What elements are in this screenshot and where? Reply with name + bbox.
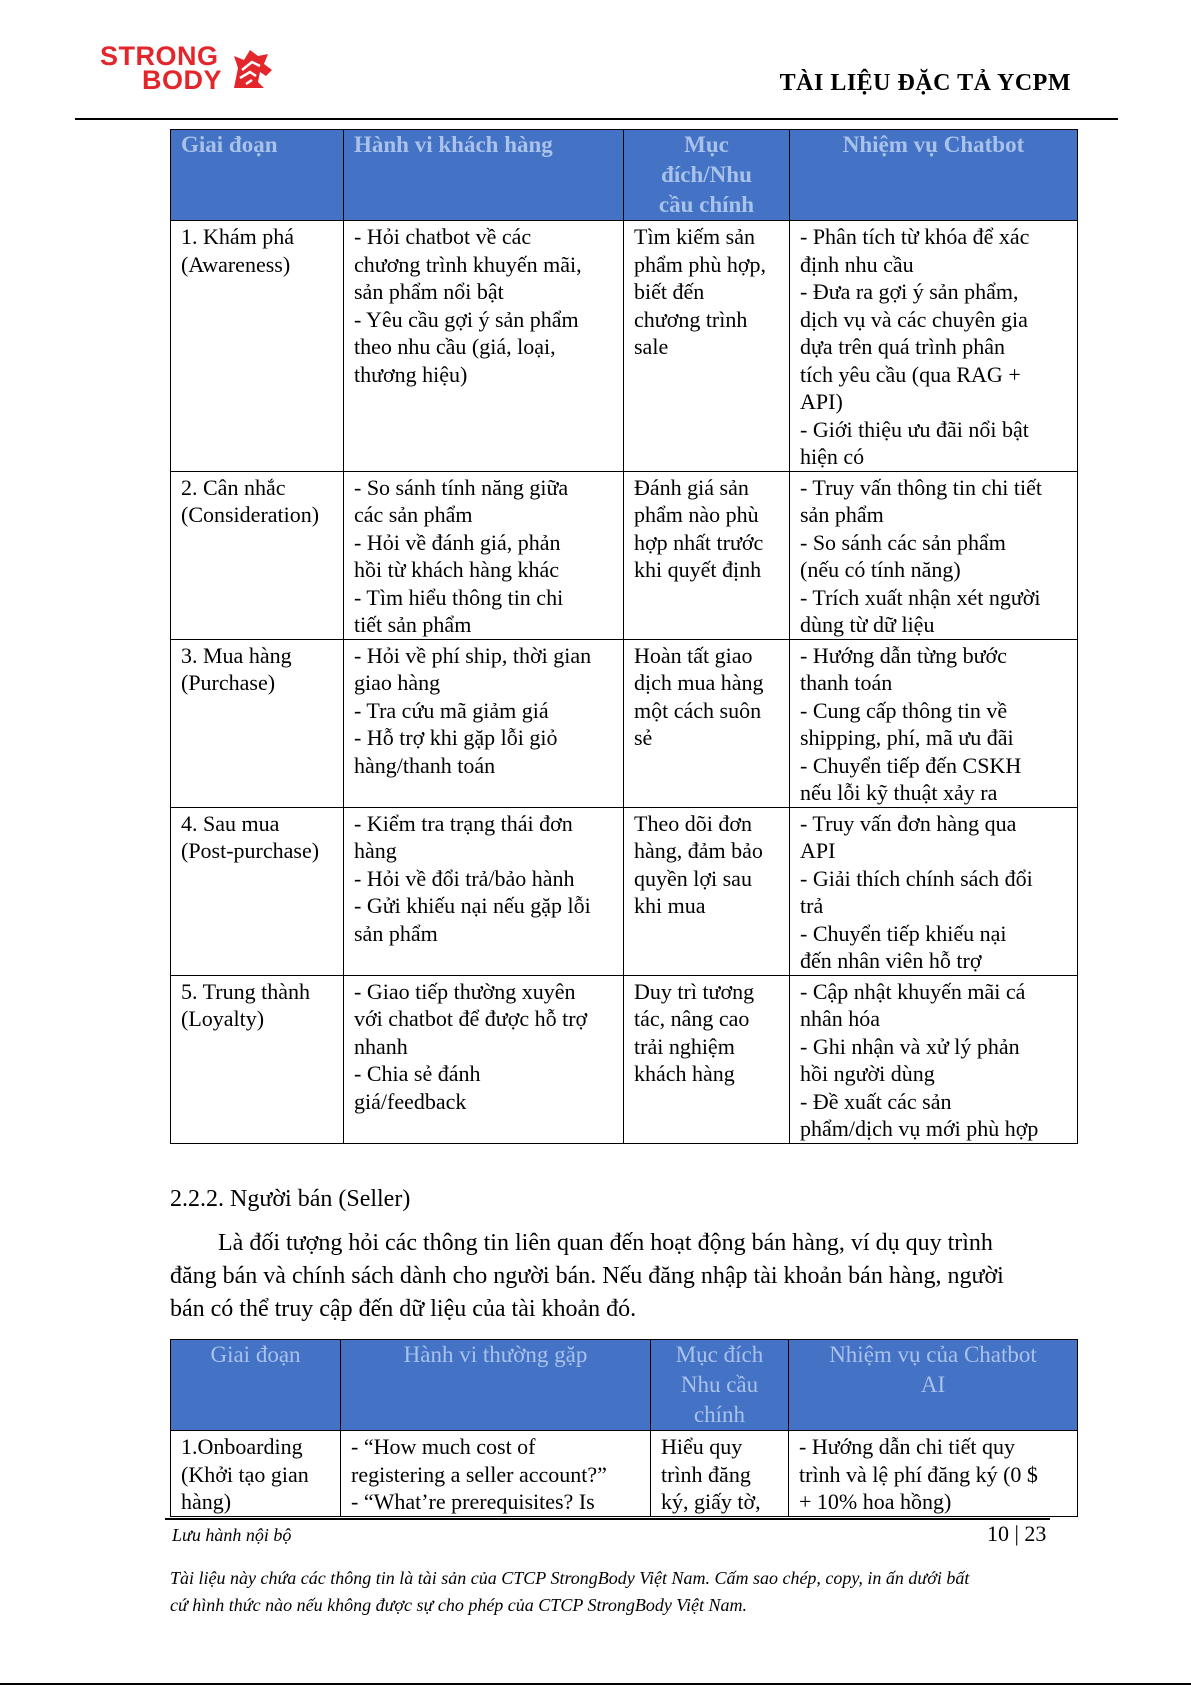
cell-line: API [800, 838, 836, 863]
cell-line: (Loyalty) [181, 1006, 265, 1031]
paragraph-line: đăng bán và chính sách dành cho người bán. Nếu đăng nhập tài khoản bán hàng, người [170, 1263, 1004, 1289]
cell-line: 2. Cân nhắc [181, 474, 286, 500]
section-heading: 2.2.2. Người bán (Seller) [170, 1186, 411, 1212]
cell-line: (Khởi tạo gian [181, 1461, 309, 1487]
column-header-purpose: Mục đích/Nhu cầu chính [624, 130, 790, 221]
cell-line: phẩm/dịch vụ mới phù hợp [800, 1116, 1039, 1141]
cell-line: - Giải thích chính sách đổi [800, 865, 1033, 891]
cell-line: 4. Sau mua [181, 810, 280, 836]
cell-line: - Hỏi về phí ship, thời gian [354, 642, 592, 668]
logo-line-1: STRONG [100, 41, 219, 71]
cell-line: Hoàn tất giao [634, 642, 753, 668]
cell-line: 5. Trung thành [181, 978, 310, 1004]
cell-line: 1. Khám phá [181, 224, 295, 249]
confidentiality-notice [170, 1565, 1080, 1619]
cell-line: (Awareness) [181, 251, 291, 277]
purpose-cell [651, 1431, 789, 1517]
cell-line: - Giao tiếp thường xuyên [354, 978, 576, 1004]
cell-line: dùng từ dữ liệu [800, 612, 935, 637]
stage-cell [171, 1431, 341, 1517]
cell-line: - Phân tích từ khóa để xác [800, 224, 1030, 249]
paragraph-line: bán có thể truy cập đến dữ liệu của tài khoản đó. [170, 1296, 637, 1322]
cell-line: - Hướng dẫn chi tiết quy [799, 1434, 1016, 1459]
cell-line: chương trình [634, 306, 748, 332]
cell-line: hợp nhất trước [634, 529, 764, 555]
cell-line: - Chuyển tiếp khiếu nại [800, 920, 1007, 946]
footer-divider [165, 1518, 1050, 1520]
cell-line: khi mua [634, 893, 706, 918]
header-line: AI [920, 1372, 946, 1397]
cell-line: (Purchase) [181, 670, 276, 695]
cell-line: sản phẩm [800, 502, 884, 527]
cell-line: - Kiểm tra trạng thái đơn [354, 810, 573, 836]
cell-line: hàng [354, 838, 397, 863]
cell-line: 3. Mua hàng [181, 642, 292, 668]
cell-line: - So sánh các sản phẩm [800, 529, 1006, 555]
column-header-chatbot-task [789, 1340, 1078, 1431]
logo-line-2: BODY [142, 65, 223, 95]
cell-line: đến nhân viên hỗ trợ [800, 948, 982, 973]
cell-line: - Trích xuất nhận xét người [800, 584, 1041, 610]
cell-line: - Chia sẻ đánh [354, 1061, 481, 1086]
cell-line: - Yêu cầu gợi ý sản phẩm [354, 306, 579, 332]
cell-line: - Cập nhật khuyến mãi cá [800, 978, 1026, 1004]
cell-line: - Hỏi về đổi trả/bảo hành [354, 865, 575, 891]
cell-line: - Hỏi về đánh giá, phản [354, 529, 561, 555]
cell-line: 1.Onboarding [181, 1434, 303, 1459]
cell-line: Hiểu quy [661, 1434, 743, 1459]
cell-line: - “How much cost of [351, 1434, 536, 1459]
cell-line: - Đề xuất các sản [800, 1088, 952, 1114]
cell-line: tích yêu cầu (qua RAG + [800, 361, 1021, 387]
cell-line: - Cung cấp thông tin về [800, 697, 1008, 723]
cell-line: - So sánh tính năng giữa [354, 474, 569, 500]
cell-line: - Giới thiệu ưu đãi nổi bật [800, 416, 1029, 442]
cell-line: theo nhu cầu (giá, loại, [354, 334, 556, 359]
column-header-stage: Giai đoạn [171, 130, 344, 221]
paragraph-line: Là đối tượng hỏi các thông tin liên quan đến hoạt động bán hàng, ví dụ quy trình [218, 1230, 993, 1256]
cell-line: một cách suôn [634, 697, 762, 723]
cell-line: Tìm kiếm sản [634, 224, 755, 249]
cell-line: tác, nâng cao [634, 1006, 750, 1031]
cell-line: - “What’re prerequisites? Is [351, 1489, 595, 1514]
document-title: TÀI LIỆU ĐẶC TẢ YCPM [779, 70, 1071, 96]
cell-line: + 10% hoa hồng) [799, 1489, 952, 1514]
column-header-stage [171, 1340, 341, 1431]
cell-line: - Chuyển tiếp đến CSKH [800, 752, 1022, 778]
cell-line: biết đến [634, 279, 705, 304]
cell-line: thanh toán [800, 670, 893, 695]
cell-line: trình và lệ phí đăng ký (0 $ [799, 1461, 1038, 1487]
cell-line: quyền lợi sau [634, 865, 752, 891]
cell-line: nhân hóa [800, 1006, 881, 1031]
cell-line: - Hỗ trợ khi gặp lỗi giỏ [354, 725, 558, 750]
cell-line: - Truy vấn thông tin chi tiết [800, 474, 1042, 500]
cell-line: chương trình khuyến mãi, [354, 251, 582, 277]
cell-line: - Gửi khiếu nại nếu gặp lỗi [354, 893, 591, 918]
column-header-behavior: Hành vi khách hàng [344, 130, 624, 221]
cell-line: dựa trên quá trình phân [800, 334, 1005, 359]
cell-line: - Tra cứu mã giảm giá [354, 697, 549, 723]
cell-line: hồi người dùng [800, 1061, 935, 1086]
cell-line: sản phẩm [354, 920, 438, 946]
notice-line: cứ hình thức nào nếu không được sự cho phép của CTCP StrongBody Việt Nam. [170, 1595, 747, 1615]
cell-line: phẩm phù hợp, [634, 251, 767, 277]
cell-line: registering a seller account?” [351, 1461, 607, 1487]
header-line: Giai đoạn [210, 1342, 301, 1367]
table-row [171, 1431, 1078, 1517]
cell-line: shipping, phí, mã ưu đãi [800, 725, 1014, 750]
cell-line: - Tìm hiểu thông tin chi [354, 584, 564, 610]
cell-line: tiết sản phẩm [354, 612, 472, 637]
cell-line: khi quyết định [634, 557, 762, 582]
chatbot-task-cell [789, 1431, 1078, 1517]
cell-line: sản phẩm nổi bật [354, 279, 504, 304]
column-header-behavior [341, 1340, 651, 1431]
cell-line: khách hàng [634, 1061, 735, 1086]
behavior-cell [341, 1431, 651, 1517]
cell-line: nhanh [354, 1033, 408, 1059]
cell-line: API) [800, 389, 843, 414]
cell-line: (Post-purchase) [181, 838, 320, 863]
cell-line: (Consideration) [181, 502, 320, 527]
header-line: Nhiệm vụ của Chatbot [829, 1342, 1037, 1367]
cell-line: - Hướng dẫn từng bước [800, 642, 1007, 668]
column-header-chatbot-task: Nhiệm vụ Chatbot [790, 130, 1078, 221]
cell-line: trải nghiệm [634, 1033, 735, 1059]
page-number: 10 | 23 [987, 1521, 1047, 1546]
cell-line: hàng) [181, 1489, 232, 1514]
header-line: chính [693, 1402, 746, 1427]
notice-line: Tài liệu này chứa các thông tin là tài sản của CTCP StrongBody Việt Nam. Cấm sao chép, copy, in ấn dưới bất [170, 1568, 970, 1588]
footer-internal-label: Lưu hành nội bộ [172, 1525, 292, 1545]
cell-line: trả [800, 893, 824, 918]
cell-line: dịch mua hàng [634, 670, 764, 695]
table-header-row [171, 1340, 1078, 1431]
cell-line: sale [634, 334, 669, 359]
header-line: Nhu cầu [680, 1372, 759, 1397]
cell-line: dịch vụ và các chuyên gia [800, 306, 1028, 332]
cell-line: - Truy vấn đơn hàng qua [800, 810, 1017, 836]
cell-line: với chatbot để được hỗ trợ [354, 1006, 588, 1031]
cell-line: Đánh giá sản [634, 474, 749, 500]
cell-line: các sản phẩm [354, 502, 473, 527]
cell-line: nếu lỗi kỹ thuật xảy ra [800, 780, 998, 805]
cell-line: sẻ [634, 725, 653, 750]
cell-line: định nhu cầu [800, 251, 914, 277]
cell-line: hàng/thanh toán [354, 752, 496, 778]
cell-line: thương hiệu) [354, 361, 468, 387]
cell-line: Theo dõi đơn [634, 810, 752, 836]
column-header-purpose [651, 1340, 789, 1431]
cell-line: - Ghi nhận và xử lý phản [800, 1033, 1020, 1059]
seller-journey-table [170, 1339, 1078, 1517]
cell-line: trình đăng [661, 1461, 751, 1487]
cell-line: ký, giấy tờ, [661, 1489, 761, 1514]
cell-line: hàng, đảm bảo [634, 838, 763, 863]
header-line: Mục đích [675, 1342, 764, 1367]
cell-line: phẩm nào phù [634, 502, 759, 527]
cell-line: giá/feedback [354, 1088, 467, 1114]
cell-line: hiện có [800, 444, 865, 469]
cell-line: Duy trì tương [634, 978, 755, 1004]
cell-line: (nếu có tính năng) [800, 557, 961, 582]
header-line: Hành vi thường gặp [403, 1342, 588, 1367]
cell-line: hồi từ khách hàng khác [354, 557, 559, 582]
cell-line: - Hỏi chatbot về các [354, 224, 532, 249]
cell-line: - Đưa ra gợi ý sản phẩm, [800, 279, 1019, 304]
cell-line: giao hàng [354, 670, 441, 695]
